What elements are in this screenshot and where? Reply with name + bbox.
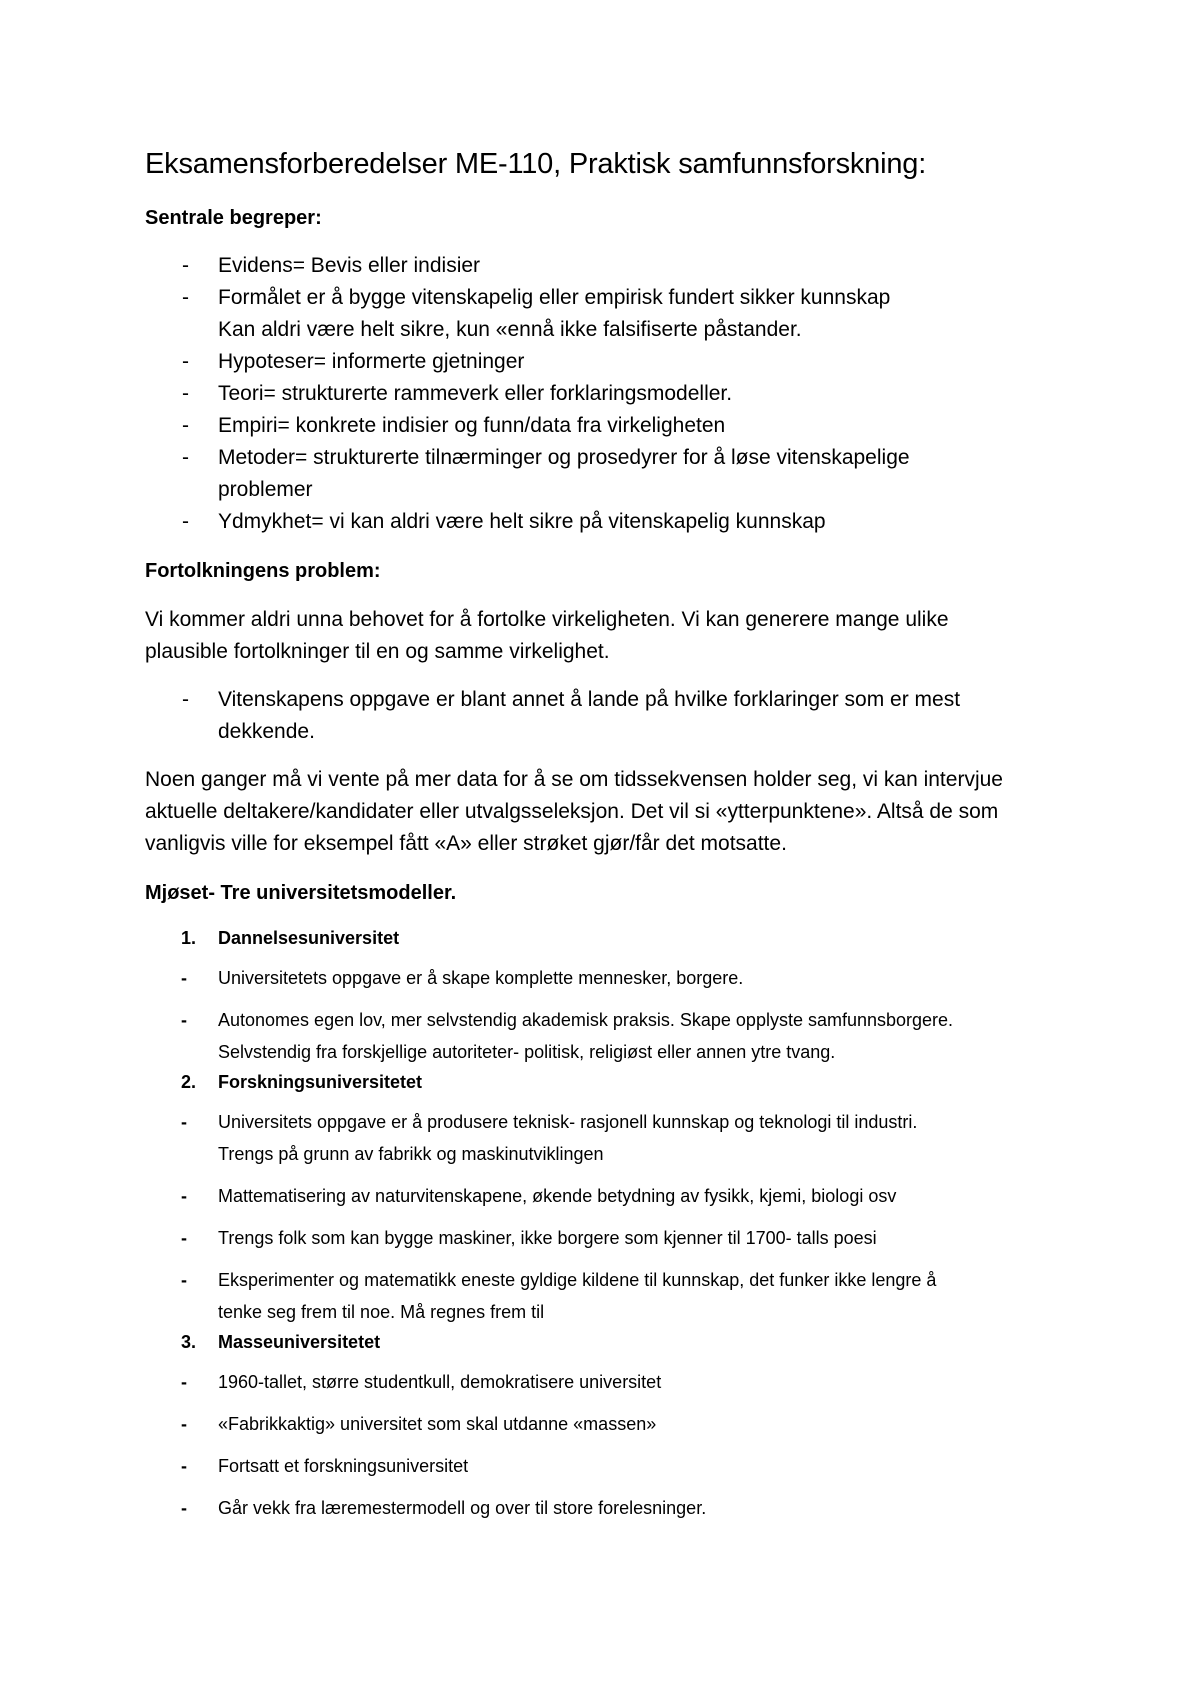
list-dash: - bbox=[182, 254, 189, 277]
list-item-text: Mattematisering av naturvitenskapene, økende betydning av fysikk, kjemi, biologi osv bbox=[218, 1186, 897, 1206]
list-dash: - bbox=[182, 510, 189, 533]
list-item-text: Ydmykhet= vi kan aldri være helt sikre på vitenskapelig kunnskap bbox=[218, 510, 826, 533]
list-item-text: problemer bbox=[218, 478, 313, 501]
list-dash: - bbox=[182, 382, 189, 405]
list-item-text: Universitetets oppgave er å skape komplette mennesker, borgere. bbox=[218, 968, 744, 988]
list-dash: - bbox=[181, 1372, 187, 1392]
list-dash: - bbox=[181, 1456, 187, 1476]
list-item-text: Empiri= konkrete indisier og funn/data fra virkeligheten bbox=[218, 414, 726, 437]
list-dash: - bbox=[181, 1498, 187, 1518]
list-item-text: Formålet er å bygge vitenskapelig eller empirisk fundert sikker kunnskap bbox=[218, 286, 891, 309]
item-number: 1. bbox=[181, 928, 197, 948]
list-dash: - bbox=[181, 1010, 187, 1030]
section-heading-fortolkningens-problem: Fortolkningens problem: bbox=[145, 560, 381, 582]
list-item-text: 1960-tallet, større studentkull, demokratisere universitet bbox=[218, 1372, 662, 1392]
list-item-text: Vitenskapens oppgave er blant annet å lande på hvilke forklaringer som er mest bbox=[218, 688, 961, 711]
list-dash: - bbox=[182, 414, 189, 437]
list-item-text: Fortsatt et forskningsuniversitet bbox=[218, 1456, 469, 1476]
list-dash: - bbox=[182, 446, 189, 469]
model-name: Forskningsuniversitetet bbox=[218, 1072, 423, 1092]
list-item-text: tenke seg frem til noe. Må regnes frem til bbox=[218, 1302, 545, 1322]
list-item-text: Hypoteser= informerte gjetninger bbox=[218, 350, 525, 373]
list-dash: - bbox=[182, 286, 189, 309]
list-dash: - bbox=[182, 688, 189, 711]
list-dash: - bbox=[181, 1270, 187, 1290]
section-heading-universitetsmodeller: Mjøset- Tre universitetsmodeller. bbox=[145, 882, 457, 904]
list-dash: - bbox=[181, 1112, 187, 1132]
model-name: Masseuniversitetet bbox=[218, 1332, 381, 1352]
list-item-text: Eksperimenter og matematikk eneste gyldige kildene til kunnskap, det funker ikke lengre å bbox=[218, 1270, 937, 1290]
list-dash: - bbox=[181, 1186, 187, 1206]
list-item-text: Metoder= strukturerte tilnærminger og prosedyrer for å løse vitenskapelige bbox=[218, 446, 910, 469]
paragraph-line: plausible fortolkninger til en og samme virkelighet. bbox=[145, 640, 610, 663]
paragraph-line: aktuelle deltakere/kandidater eller utvalgsseleksjon. Det vil si «ytterpunktene». Altså de som bbox=[145, 800, 999, 823]
list-dash: - bbox=[181, 968, 187, 988]
list-item-text: Selvstendig fra forskjellige autoriteter- politisk, religiøst eller annen ytre tvang. bbox=[218, 1042, 836, 1062]
item-number: 3. bbox=[181, 1332, 197, 1352]
list-item-text: Universitets oppgave er å produsere teknisk- rasjonell kunnskap og teknologi til industri. bbox=[218, 1112, 918, 1132]
list-item-text: dekkende. bbox=[218, 720, 315, 743]
list-item-text: Trengs på grunn av fabrikk og maskinutviklingen bbox=[218, 1144, 604, 1164]
list-item-text: Kan aldri være helt sikre, kun «ennå ikke falsifiserte påstander. bbox=[218, 318, 802, 341]
paragraph-line: vanligvis ville for eksempel fått «A» eller strøket gjør/får det motsatte. bbox=[145, 832, 787, 855]
section-heading-sentrale-begreper: Sentrale begreper: bbox=[145, 207, 322, 229]
model-name: Dannelsesuniversitet bbox=[218, 928, 400, 948]
list-dash: - bbox=[181, 1228, 187, 1248]
list-item-text: Trengs folk som kan bygge maskiner, ikke borgere som kjenner til 1700- talls poesi bbox=[218, 1228, 877, 1248]
list-dash: - bbox=[181, 1414, 187, 1434]
paragraph-line: Vi kommer aldri unna behovet for å fortolke virkeligheten. Vi kan generere mange ulike bbox=[145, 608, 949, 631]
list-item-text: Evidens= Bevis eller indisier bbox=[218, 254, 481, 277]
list-item-text: Går vekk fra læremestermodell og over til store forelesninger. bbox=[218, 1498, 707, 1518]
item-number: 2. bbox=[181, 1072, 197, 1092]
page-title: Eksamensforberedelser ME-110, Praktisk samfunnsforskning: bbox=[145, 148, 927, 180]
list-item-text: Autonomes egen lov, mer selvstendig akademisk praksis. Skape opplyste samfunnsborgere. bbox=[218, 1010, 954, 1030]
list-dash: - bbox=[182, 350, 189, 373]
list-item-text: «Fabrikkaktig» universitet som skal utdanne «massen» bbox=[218, 1414, 657, 1434]
paragraph-line: Noen ganger må vi vente på mer data for å se om tidssekvensen holder seg, vi kan intervjue bbox=[145, 768, 1003, 791]
list-item-text: Teori= strukturerte rammeverk eller forklaringsmodeller. bbox=[218, 382, 733, 405]
